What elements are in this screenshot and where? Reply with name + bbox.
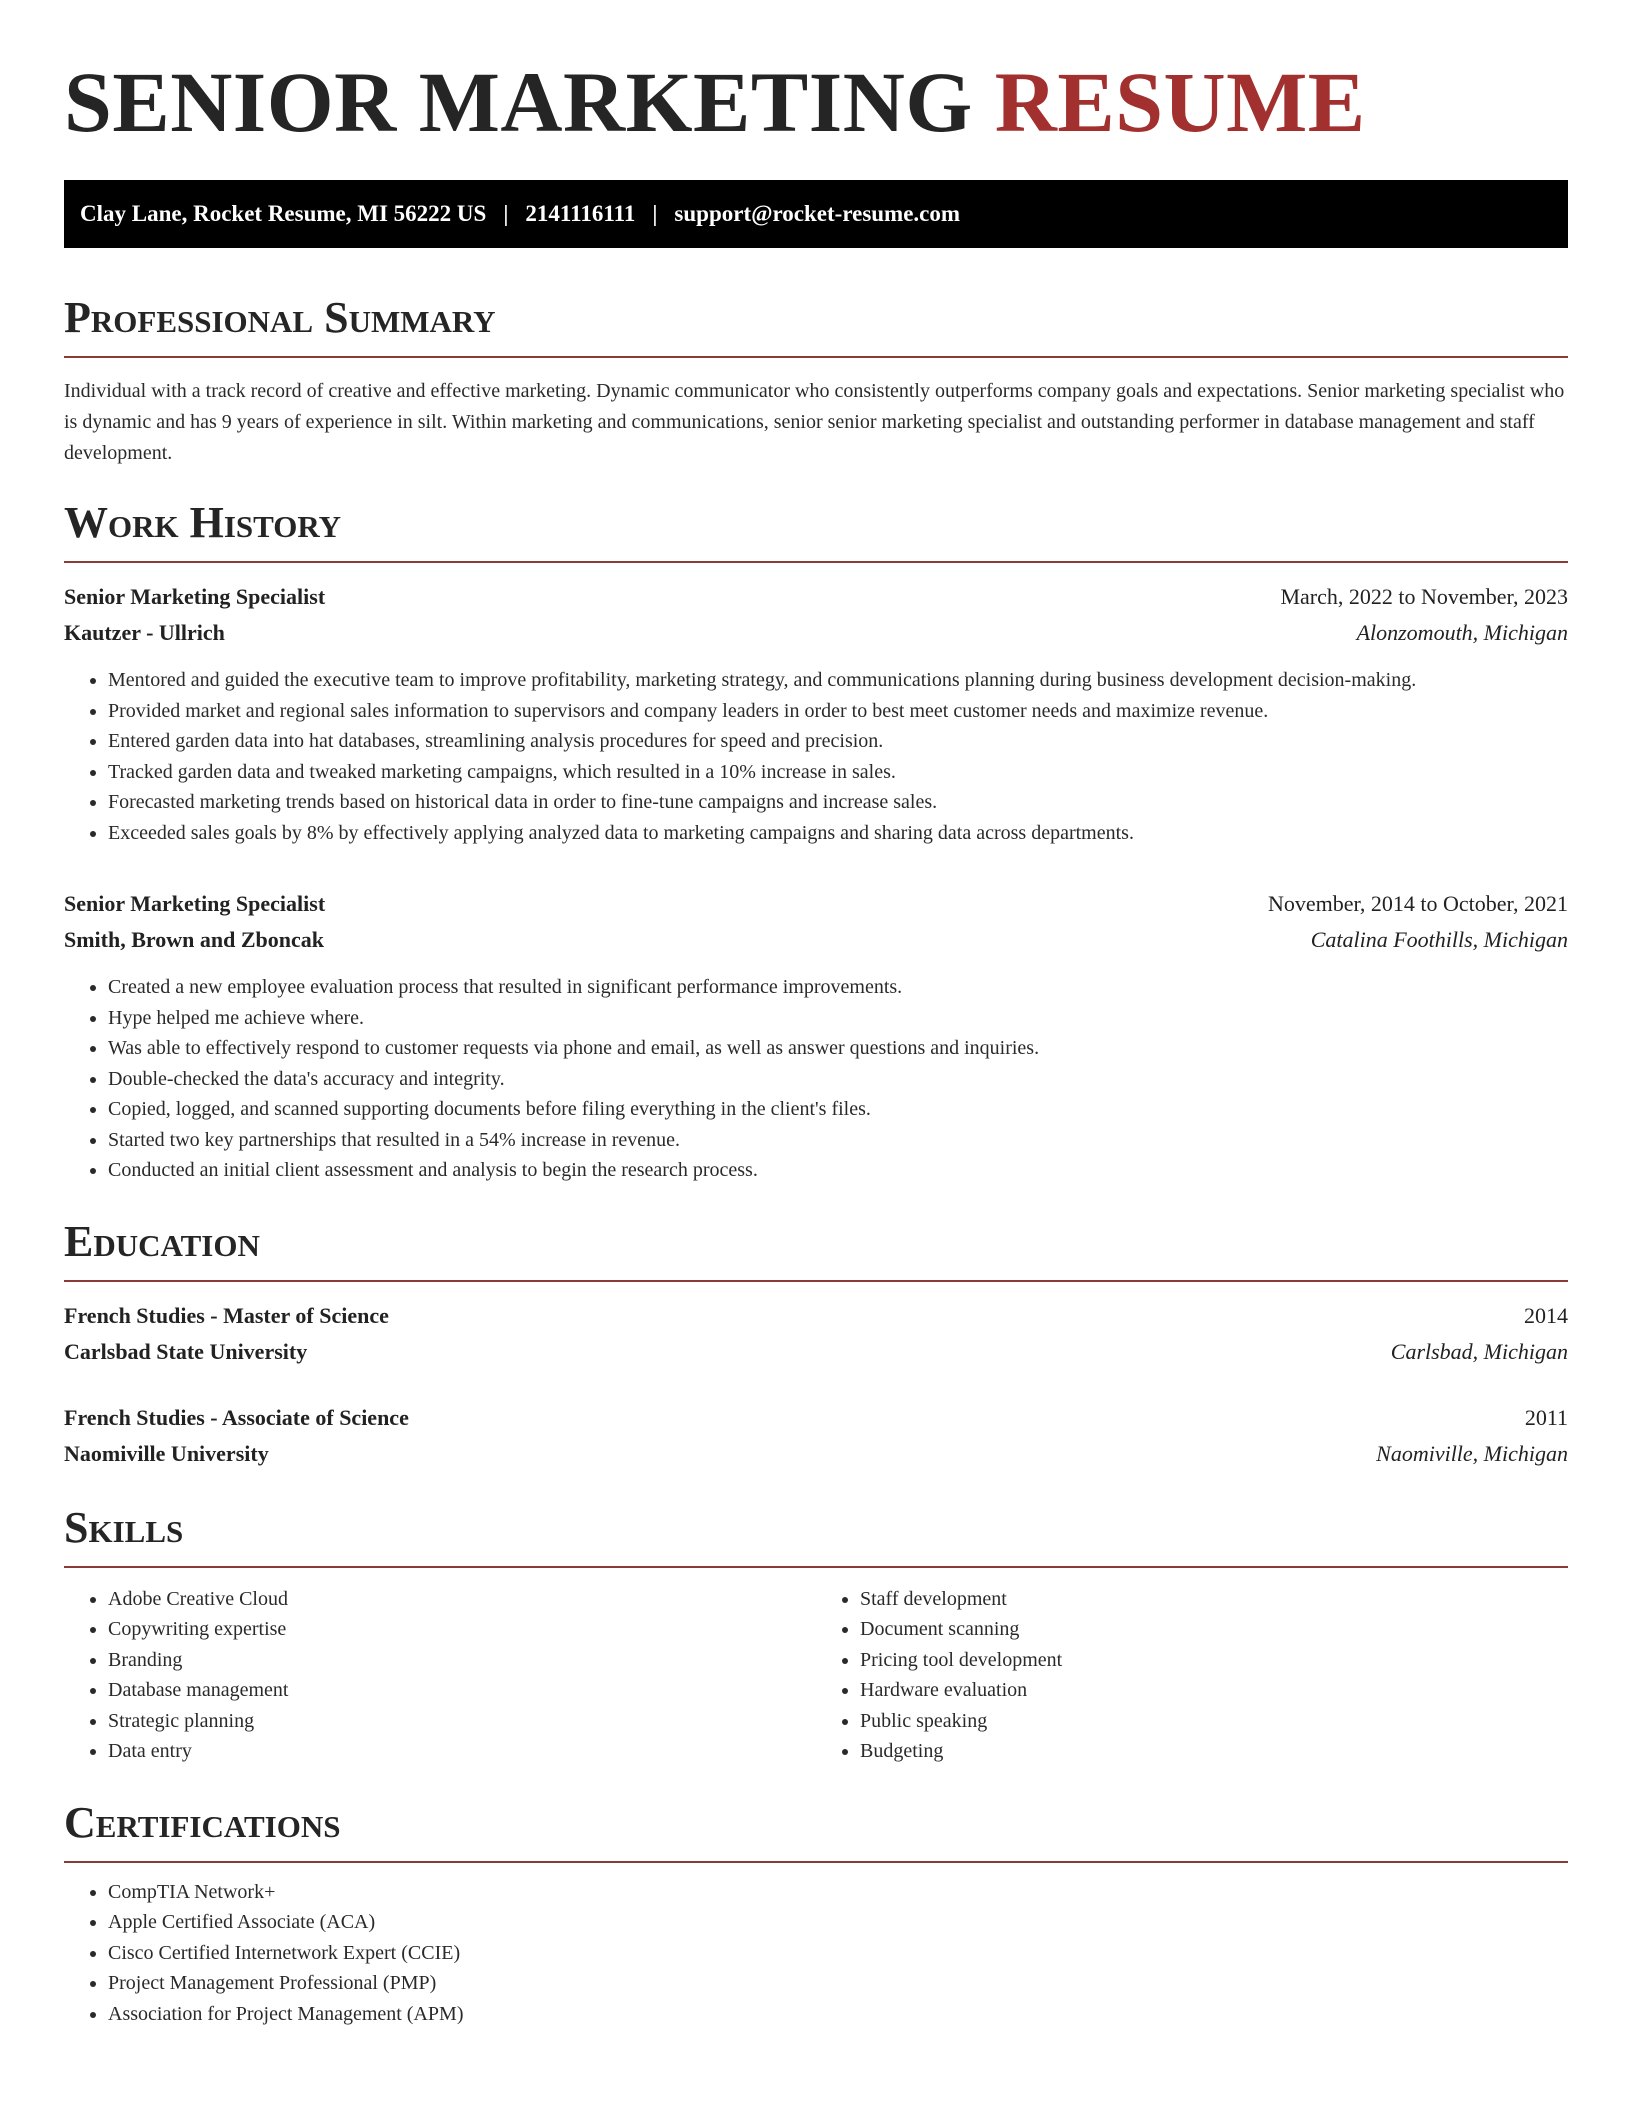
education-degree: French Studies - Associate of Science — [64, 1404, 409, 1430]
job-company-row — [64, 615, 1568, 651]
education-school-row — [64, 1334, 1568, 1370]
skill-item: • Database management — [108, 1675, 816, 1706]
list-item: • Tracked garden data and tweaked marketing campaigns, which resulted in a 10% increase in sales. — [108, 757, 1568, 788]
list-item: • Provided market and regional sales information to supervisors and company leaders in order to best meet customer needs and maximize revenue. — [108, 696, 1568, 727]
skill-item: • Staff development — [860, 1584, 1568, 1615]
skills-section — [64, 1502, 1568, 1767]
list-item: • Was able to effectively respond to customer requests via phone and email, as well as answer questions and inquiries. — [108, 1033, 1568, 1064]
job-entry — [64, 886, 1568, 1186]
list-item: • Double-checked the data's accuracy and integrity. — [108, 1064, 1568, 1095]
contact-bar — [64, 180, 1568, 248]
work-history-section — [64, 497, 1568, 1186]
professional-summary-section — [64, 292, 1568, 469]
job-location: Catalina Foothills, Michigan — [1310, 927, 1568, 952]
education-location: Carlsbad, Michigan — [1390, 1338, 1568, 1364]
job-company: Kautzer - Ullrich — [64, 620, 225, 645]
skill-item: • Public speaking — [860, 1706, 1568, 1737]
section-heading-certifications: Certifications — [64, 1797, 1568, 1863]
education-entry — [64, 1298, 1568, 1370]
job-title: Senior Marketing Specialist — [64, 584, 326, 609]
contact-email: support@rocket-resume.com — [674, 201, 961, 226]
skill-item: • Adobe Creative Cloud — [108, 1584, 816, 1615]
skill-item: • Budgeting — [860, 1736, 1568, 1767]
job-dates: November, 2014 to October, 2021 — [1267, 891, 1568, 916]
skill-item: • Hardware evaluation — [860, 1675, 1568, 1706]
list-item: • Copied, logged, and scanned supporting documents before filing everything in the client's files. — [108, 1094, 1568, 1125]
title-accent: RESUME — [994, 54, 1366, 150]
contact-separator: | — [652, 201, 658, 226]
section-heading-summary: Professional Summary — [64, 292, 1568, 358]
skills-columns — [64, 1584, 1568, 1767]
certifications-section — [64, 1797, 1568, 2030]
title-main: SENIOR MARKETING — [64, 54, 973, 150]
certification-item: • Apple Certified Associate (ACA) — [108, 1907, 1568, 1938]
certification-item: • CompTIA Network+ — [108, 1877, 1568, 1908]
list-item: • Created a new employee evaluation process that resulted in significant performance improvements. — [108, 972, 1568, 1003]
job-entry — [64, 579, 1568, 848]
education-degree-row — [64, 1298, 1568, 1334]
job-company: Smith, Brown and Zboncak — [64, 927, 325, 952]
job-bullets — [64, 665, 1568, 848]
skill-item: • Data entry — [108, 1736, 816, 1767]
education-school: Naomiville University — [64, 1440, 269, 1466]
list-item: • Entered garden data into hat databases, streamlining analysis procedures for speed and precision. — [108, 726, 1568, 757]
list-item: • Mentored and guided the executive team to improve profitability, marketing strategy, and communications planning during business development decision-making. — [108, 665, 1568, 696]
list-item: • Started two key partnerships that resulted in a 54% increase in revenue. — [108, 1125, 1568, 1156]
certification-item: • Association for Project Management (APM) — [108, 1999, 1568, 2030]
education-entry — [64, 1400, 1568, 1472]
education-year: 2014 — [1524, 1302, 1568, 1328]
education-school: Carlsbad State University — [64, 1338, 308, 1364]
list-item: • Exceeded sales goals by 8% by effectively applying analyzed data to marketing campaigns and sharing data across departments. — [108, 818, 1568, 849]
skill-item: • Pricing tool development — [860, 1645, 1568, 1676]
education-degree: French Studies - Master of Science — [64, 1302, 389, 1328]
job-header-row — [64, 579, 1568, 615]
job-company-row — [64, 922, 1568, 958]
job-location: Alonzomouth, Michigan — [1356, 620, 1568, 645]
education-year: 2011 — [1524, 1404, 1568, 1430]
section-heading-skills: Skills — [64, 1502, 1568, 1568]
certification-item: • Cisco Certified Internetwork Expert (CCIE) — [108, 1938, 1568, 1969]
skills-list-right — [816, 1584, 1568, 1767]
job-bullets — [64, 972, 1568, 1186]
summary-text: Individual with a track record of creative and effective marketing. Dynamic communicator who consistently outperforms company goals and expectations. Senior marketing specialist who is dynamic and has 9 years of experience in silt. Within marketing and communications, senior senior marketing specialist and outstanding performer in database management and staff development. — [64, 380, 1565, 464]
list-item: • Conducted an initial client assessment and analysis to begin the research process. — [108, 1155, 1568, 1186]
skill-item: • Document scanning — [860, 1614, 1568, 1645]
section-heading-education: Education — [64, 1216, 1568, 1282]
education-school-row — [64, 1436, 1568, 1472]
job-header-row — [64, 886, 1568, 922]
contact-address: Clay Lane, Rocket Resume, MI 56222 US — [80, 201, 487, 226]
certifications-list — [64, 1877, 1568, 2030]
skill-item: • Branding — [108, 1645, 816, 1676]
skills-list-left — [64, 1584, 816, 1767]
list-item: • Forecasted marketing trends based on historical data in order to fine-tune campaigns and increase sales. — [108, 787, 1568, 818]
education-section — [64, 1216, 1568, 1472]
list-item: • Hype helped me achieve where. — [108, 1003, 1568, 1034]
education-location: Naomiville, Michigan — [1376, 1440, 1568, 1466]
job-dates: March, 2022 to November, 2023 — [1280, 584, 1568, 609]
resume-title — [64, 52, 1568, 152]
contact-phone: 2141116111 — [525, 201, 636, 226]
skill-item: • Copywriting expertise — [108, 1614, 816, 1645]
skill-item: • Strategic planning — [108, 1706, 816, 1737]
section-heading-work: Work History — [64, 497, 1568, 563]
job-title: Senior Marketing Specialist — [64, 891, 326, 916]
education-degree-row — [64, 1400, 1568, 1436]
contact-separator: | — [503, 201, 509, 226]
certification-item: • Project Management Professional (PMP) — [108, 1968, 1568, 1999]
